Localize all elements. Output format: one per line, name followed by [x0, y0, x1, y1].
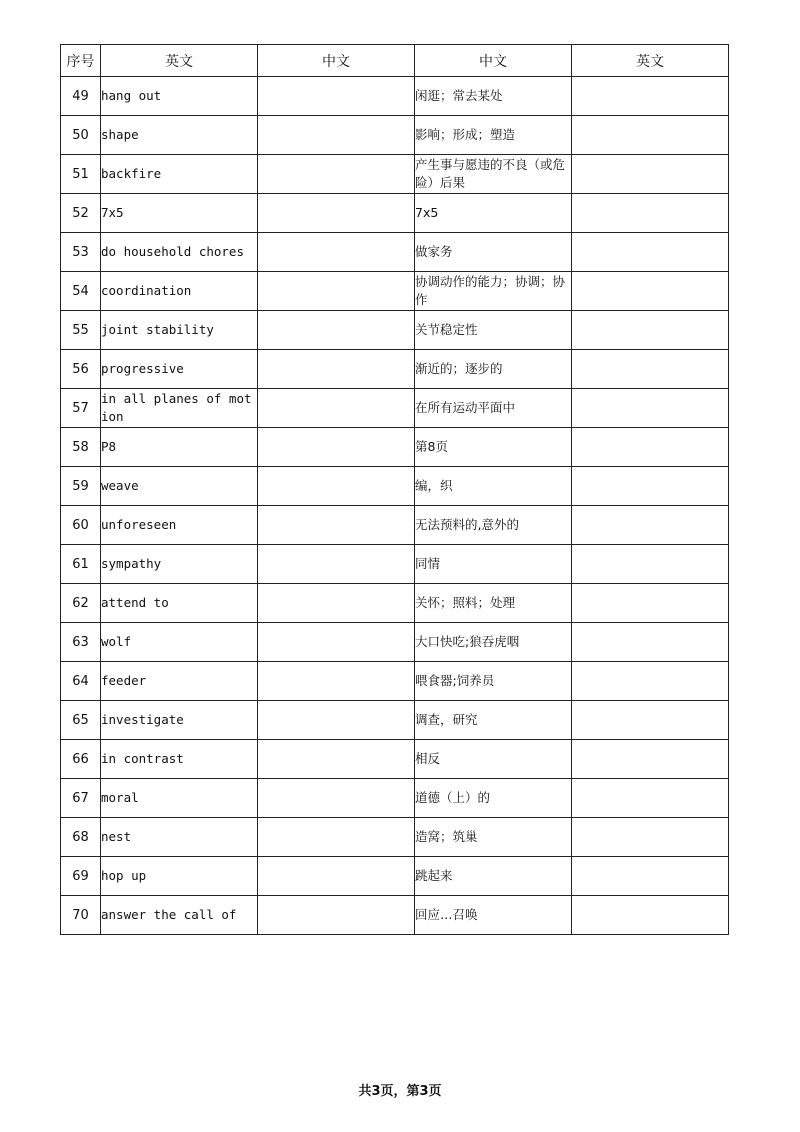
row-english: moral: [101, 779, 258, 818]
row-number: 55: [61, 311, 101, 350]
table-row: [61, 779, 729, 818]
row-english: nest: [101, 818, 258, 857]
table-row: [61, 272, 729, 311]
row-english: in contrast: [101, 740, 258, 779]
row-chinese-blank: [258, 779, 415, 818]
row-number: 66: [61, 740, 101, 779]
header-english-1: 英文: [101, 45, 258, 77]
row-chinese: 道德（上）的: [415, 779, 572, 818]
row-chinese-blank: [258, 350, 415, 389]
row-chinese-blank: [258, 389, 415, 428]
row-english: hang out: [101, 77, 258, 116]
table-row: [61, 818, 729, 857]
row-number: 56: [61, 350, 101, 389]
row-chinese: 回应…召唤: [415, 896, 572, 935]
row-chinese-blank: [258, 857, 415, 896]
row-chinese: 协调动作的能力；协调；协作: [415, 272, 572, 311]
table-row: [61, 194, 729, 233]
table-row: [61, 428, 729, 467]
row-chinese: 第8页: [415, 428, 572, 467]
row-english-blank: [572, 194, 729, 233]
row-number: 69: [61, 857, 101, 896]
row-chinese-blank: [258, 740, 415, 779]
table-row: [61, 155, 729, 194]
row-english: unforeseen: [101, 506, 258, 545]
row-chinese-blank: [258, 896, 415, 935]
row-chinese: 同情: [415, 545, 572, 584]
row-number: 52: [61, 194, 101, 233]
header-chinese-1: 中文: [258, 45, 415, 77]
row-chinese-blank: [258, 584, 415, 623]
row-english-blank: [572, 701, 729, 740]
row-chinese-blank: [258, 311, 415, 350]
row-chinese: 渐近的；逐步的: [415, 350, 572, 389]
row-english: in all planes of motion: [101, 389, 258, 428]
table-row: [61, 896, 729, 935]
vocabulary-table: [60, 44, 729, 935]
row-chinese-blank: [258, 818, 415, 857]
row-chinese-blank: [258, 233, 415, 272]
table-body: [61, 77, 729, 935]
row-english-blank: [572, 428, 729, 467]
header-number: 序号: [61, 45, 101, 77]
row-chinese: 做家务: [415, 233, 572, 272]
table-row: [61, 740, 729, 779]
header-chinese-2: 中文: [415, 45, 572, 77]
row-english: hop up: [101, 857, 258, 896]
row-english-blank: [572, 272, 729, 311]
row-english-blank: [572, 896, 729, 935]
table-header-row: [61, 45, 729, 77]
row-english: attend to: [101, 584, 258, 623]
row-chinese: 闲逛；常去某处: [415, 77, 572, 116]
row-chinese: 编，织: [415, 467, 572, 506]
row-chinese-blank: [258, 155, 415, 194]
row-english: feeder: [101, 662, 258, 701]
row-english: P8: [101, 428, 258, 467]
row-chinese: 相反: [415, 740, 572, 779]
row-chinese: 在所有运动平面中: [415, 389, 572, 428]
row-chinese: 影响；形成；塑造: [415, 116, 572, 155]
row-chinese-blank: [258, 545, 415, 584]
row-number: 67: [61, 779, 101, 818]
table-row: [61, 467, 729, 506]
row-chinese-blank: [258, 116, 415, 155]
row-number: 58: [61, 428, 101, 467]
row-english-blank: [572, 389, 729, 428]
row-chinese-blank: [258, 194, 415, 233]
row-number: 54: [61, 272, 101, 311]
row-chinese-blank: [258, 272, 415, 311]
page-footer: 共3页，第3页: [358, 1084, 442, 1099]
row-chinese-blank: [258, 428, 415, 467]
row-number: 63: [61, 623, 101, 662]
table-row: [61, 116, 729, 155]
row-english: progressive: [101, 350, 258, 389]
table-row: [61, 584, 729, 623]
table-row: [61, 662, 729, 701]
row-english-blank: [572, 350, 729, 389]
row-chinese-blank: [258, 701, 415, 740]
table-row: [61, 311, 729, 350]
row-chinese: 7x5: [415, 194, 572, 233]
row-number: 64: [61, 662, 101, 701]
row-english: wolf: [101, 623, 258, 662]
row-chinese: 关怀；照料；处理: [415, 584, 572, 623]
row-chinese: 喂食器;饲养员: [415, 662, 572, 701]
row-chinese: 大口快吃;狼吞虎咽: [415, 623, 572, 662]
row-chinese: 无法预料的,意外的: [415, 506, 572, 545]
row-number: 51: [61, 155, 101, 194]
row-number: 57: [61, 389, 101, 428]
row-number: 62: [61, 584, 101, 623]
row-english-blank: [572, 740, 729, 779]
row-english: 7x5: [101, 194, 258, 233]
row-number: 60: [61, 506, 101, 545]
row-english-blank: [572, 506, 729, 545]
table-row: [61, 701, 729, 740]
table-row: [61, 233, 729, 272]
row-english-blank: [572, 116, 729, 155]
row-english: do household chores: [101, 233, 258, 272]
row-chinese: 产生事与愿违的不良（或危险）后果: [415, 155, 572, 194]
row-chinese: 关节稳定性: [415, 311, 572, 350]
row-number: 68: [61, 818, 101, 857]
row-english-blank: [572, 779, 729, 818]
table-row: [61, 389, 729, 428]
table-row: [61, 506, 729, 545]
row-chinese-blank: [258, 506, 415, 545]
row-chinese-blank: [258, 662, 415, 701]
row-english-blank: [572, 155, 729, 194]
row-english-blank: [572, 545, 729, 584]
row-english: answer the call of: [101, 896, 258, 935]
table-row: [61, 545, 729, 584]
row-number: 49: [61, 77, 101, 116]
row-english-blank: [572, 77, 729, 116]
table-row: [61, 77, 729, 116]
row-number: 70: [61, 896, 101, 935]
row-number: 53: [61, 233, 101, 272]
row-english-blank: [572, 467, 729, 506]
table-row: [61, 857, 729, 896]
row-chinese: 调查，研究: [415, 701, 572, 740]
row-english: coordination: [101, 272, 258, 311]
row-english: backfire: [101, 155, 258, 194]
vocabulary-sheet: [60, 44, 728, 935]
row-number: 50: [61, 116, 101, 155]
row-english-blank: [572, 818, 729, 857]
row-english: weave: [101, 467, 258, 506]
row-english-blank: [572, 311, 729, 350]
row-english: shape: [101, 116, 258, 155]
row-english-blank: [572, 233, 729, 272]
row-number: 61: [61, 545, 101, 584]
header-english-2: 英文: [572, 45, 729, 77]
row-number: 65: [61, 701, 101, 740]
row-chinese-blank: [258, 77, 415, 116]
row-chinese: 造窝；筑巢: [415, 818, 572, 857]
row-english: sympathy: [101, 545, 258, 584]
row-english: joint stability: [101, 311, 258, 350]
row-english-blank: [572, 662, 729, 701]
row-english: investigate: [101, 701, 258, 740]
row-english-blank: [572, 623, 729, 662]
row-chinese: 跳起来: [415, 857, 572, 896]
row-english-blank: [572, 857, 729, 896]
row-number: 59: [61, 467, 101, 506]
table-row: [61, 623, 729, 662]
row-english-blank: [572, 584, 729, 623]
table-row: [61, 350, 729, 389]
row-chinese-blank: [258, 623, 415, 662]
row-chinese-blank: [258, 467, 415, 506]
